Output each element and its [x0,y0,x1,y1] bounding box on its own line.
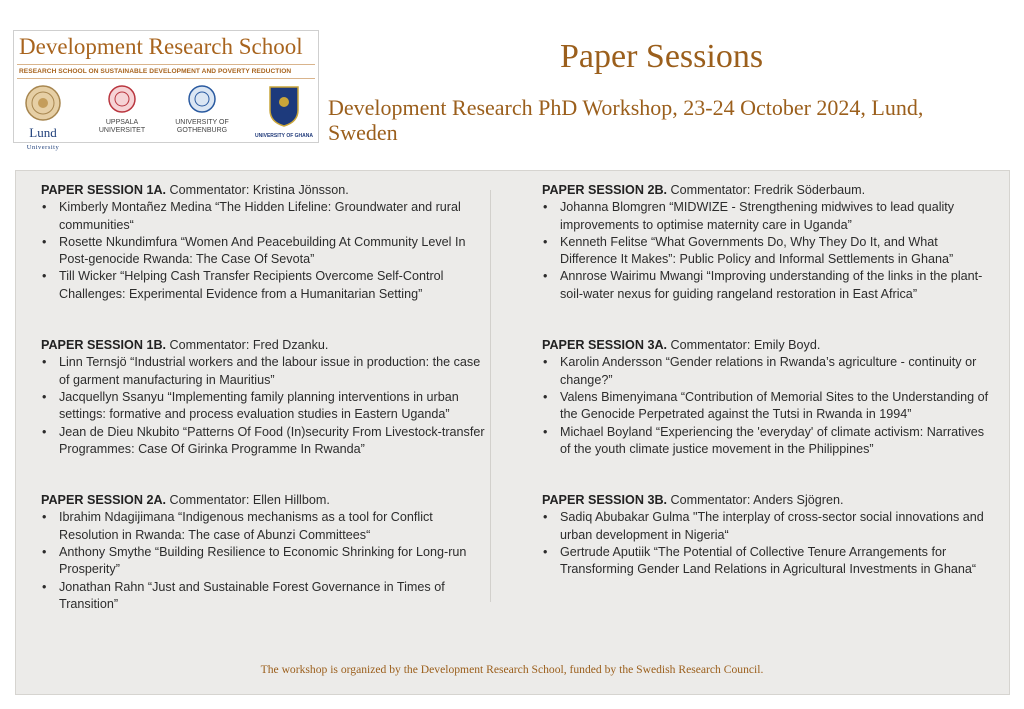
paper-item: • Rosette Nkundimfura “Women And Peacebuilding At Community Level In Post-genocide Rwanda: The Case Of Sevota” [41,234,491,269]
gothenburg-label-line2: GOTHENBURG [176,127,228,134]
sessions-column-right [542,182,992,579]
session-label: PAPER SESSION 1B. [41,338,167,353]
session-header [542,337,992,354]
session-commentator: Commentator: Emily Boyd. [670,338,821,353]
session-header [542,492,992,509]
paper-item: • Sadiq Abubakar Gulma "The interplay of cross-sector social innovations and urban development in Nigeria“ [542,509,992,544]
session-commentator: Commentator: Fred Dzanku. [169,338,329,353]
paper-item: • Johanna Blomgren “MIDWIZE - Strengthening midwives to lead quality improvements to optimise maternity care in Uganda” [542,199,992,234]
paper-item: • Jean de Dieu Nkubito “Patterns Of Food (In)security From Livestock-transfer Programmes: Case Of Girinka Programme In Rwanda” [41,424,491,459]
lund-university-logo [18,84,68,154]
session-3a [542,337,992,458]
session-2a [41,492,491,613]
paper-item: • Valens Bimenyimana “Contribution of Memorial Sites to the Understanding of the Genocide Perpetrated against the Tutsi in Rwanda in 1994” [542,389,992,424]
session-label: PAPER SESSION 2B. [542,183,668,197]
session-commentator: Commentator: Ellen Hillbom. [169,493,330,508]
paper-item: • Linn Ternsjö “Industrial workers and the labour issue in production: the case of garment manufacturing in Mauritius” [41,354,491,389]
session-2b [542,182,992,303]
ghana-label: UNIVERSITY OF GHANA [255,133,313,139]
paper-item: • Till Wicker “Helping Cash Transfer Recipients Overcome Self-Control Challenges: Experimental Evidence from a Humanitarian Setting” [41,268,491,303]
uppsala-seal-icon [107,84,137,114]
paper-item: • Annrose Wairimu Mwangi “Improving understanding of the links in the plant-soil-water nexus for guiding rangeland restoration in East Africa” [542,268,992,303]
session-3b [542,492,992,578]
session-header [41,337,491,354]
gothenburg-university-logo [164,84,240,135]
uppsala-label-line2: UNIVERSITET [98,127,146,134]
uppsala-label-line1: UPPSALA [105,119,139,126]
paper-item: • Jacquellyn Ssanyu “Implementing family planning interventions in urban settings: formative and process evaluation studies in Eastern Uganda” [41,389,491,424]
session-commentator: Commentator: Kristina Jönsson. [169,183,349,197]
paper-item: • Anthony Smythe “Building Resilience to Economic Shrinking for Long-run Prosperity” [41,544,491,579]
sessions-column-left [41,182,491,613]
paper-item: • Karolin Andersson “Gender relations in Rwanda’s agriculture - continuity or change?” [542,354,992,389]
footer-note: The workshop is organized by the Development Research School, funded by the Swedish Research Council. [260,663,764,676]
session-header [41,492,491,509]
gothenburg-seal-icon [187,84,217,114]
paper-item: • Gertrude Aputiik “The Potential of Collective Tenure Arrangements for Transforming Gender Land Relations in Agricultural Investments in Ghana“ [542,544,992,579]
session-header [542,182,992,199]
logo-rule [17,64,315,65]
paper-item: • Kenneth Felitse “What Governments Do, Why They Do It, and What Difference It Makes”: Public Policy and Informal Settlements in Ghana” [542,234,992,269]
paper-item: • Jonathan Rahn “Just and Sustainable Forest Governance in Times of Transition” [41,579,491,614]
gothenburg-label-line1: UNIVERSITY OF [175,119,229,126]
paper-item: • Ibrahim Ndagijimana “Indigenous mechanisms as a tool for Conflict Resolution in Rwanda: The case of Abunzi Committees“ [41,509,491,544]
session-header [41,182,491,199]
session-commentator: Commentator: Fredrik Söderbaum. [670,183,866,197]
session-label: PAPER SESSION 3A. [542,338,668,353]
session-label: PAPER SESSION 1A. [41,183,167,197]
uppsala-university-logo [92,84,152,135]
lund-seal-icon [24,84,62,122]
session-label: PAPER SESSION 2A. [41,493,167,508]
school-logo [13,30,319,151]
paper-item: • Michael Boyland “Experiencing the 'everyday' of climate activism: Narratives of the youth climate justice movement in the Philippines” [542,424,992,459]
page-title: Paper Sessions [560,38,764,75]
workshop-subtitle: Development Research PhD Workshop, 23-24 October 2024, Lund, Sweden [328,95,924,145]
session-1b [41,337,491,458]
paper-item: • Kimberly Montañez Medina “The Hidden Lifeline: Groundwater and rural communities“ [41,199,491,234]
logo-rule-lower [17,78,315,79]
school-tagline: RESEARCH SCHOOL ON SUSTAINABLE DEVELOPMENT AND POVERTY REDUCTION [19,68,292,75]
session-commentator: Commentator: Anders Sjögren. [670,493,844,508]
ghana-university-logo [252,84,316,139]
ghana-crest-icon [267,84,301,128]
session-label: PAPER SESSION 3B. [542,493,668,508]
session-1a [41,182,491,303]
lund-label: Lund University [26,125,60,151]
school-name: Development Research School [19,34,303,59]
